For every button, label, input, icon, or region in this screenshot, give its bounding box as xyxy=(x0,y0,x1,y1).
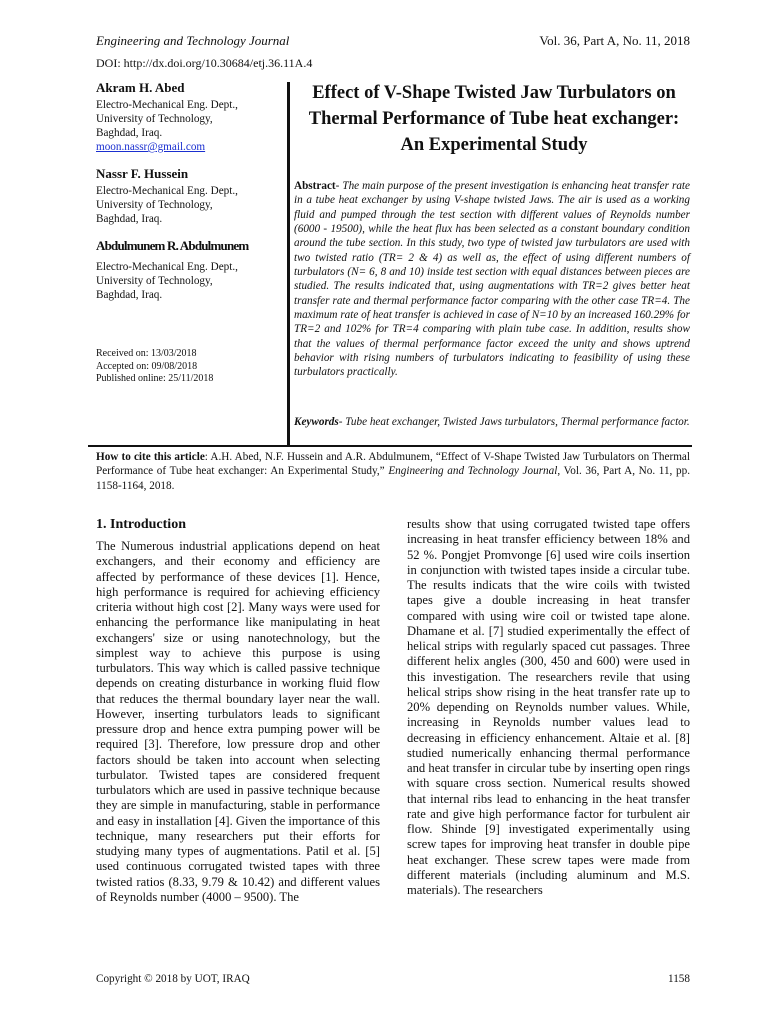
citation xyxy=(96,450,690,493)
body-text-right-column: results show that using corrugated twisted tape offers increasing in heat transfer efficiency between 18% and 52 %. Pongjet Promvonge [6] used wire coils insertion in conjunction with twisted tapes inside a circular tube. The results indicats that the wire coils with twisted tapes give a double increasing in heat transfer compared with using wire coil or twisted tape alone. Dhamane et al. [7] studied experimentally the effect of helical strips with regularly spaced cut passages. Three different helix angles (300, 450 and 600) were used in this investigation. The researchers revile that using helical strips show rising in the heat transfer rate up to 20% depending on Reynolds number values. While, increasing in Reynolds number values lead to decreasing in efficiency enhancement. Altaie et al. [8] studied numerically enhancing thermal performance and heat transfer in circular tube by inserting open rings with square cross section. Numerical results showed that internal ribs lead to enhancing in the heat transfer rate and give high performance factor for turbulent air flow. Shinde [9] investigated experimentally using screw tapes for improving heat transfer in double pipe heat exchanger. These screw tapes were made from different materials (including aluminum and M.S. materials). The researchers xyxy=(407,517,690,897)
author-affiliation-line: Baghdad, Iraq. xyxy=(96,127,163,139)
author-email-link[interactable]: moon.nassr@gmail.com xyxy=(96,141,206,153)
author-affiliation-line: Electro-Mechanical Eng. Dept., xyxy=(96,261,238,273)
author-list xyxy=(96,80,274,314)
abstract xyxy=(294,179,690,380)
keywords-text: - Tube heat exchanger, Twisted Jaws turbulators, Thermal performance factor. xyxy=(338,416,690,428)
paper-title: Effect of V-Shape Twisted Jaw Turbulators on Thermal Performance of Tube heat exchanger: An Experimental Study xyxy=(308,83,680,155)
volume-info: Vol. 36, Part A, No. 11, 2018 xyxy=(539,33,690,48)
citation-details: , Vol. 36, Part A, No. 11, pp. 1158-1164, 2018. xyxy=(96,465,690,492)
author-block xyxy=(96,166,274,226)
author-block xyxy=(96,80,274,154)
author-affiliation-line: Baghdad, Iraq. xyxy=(96,213,163,225)
accepted-date: Accepted on: 09/08/2018 xyxy=(96,360,198,372)
author-block xyxy=(96,238,274,302)
author-name: Nassr F. Hussein xyxy=(96,166,189,181)
doi-link[interactable]: DOI: http://dx.doi.org/10.30684/etj.36.11A.4 xyxy=(96,56,313,70)
abstract-text: - The main purpose of the present investigation is enhancing heat transfer rate in a tube heat exchanger by using V-shape twisted Jaws. The air is used as a working fluid and pumped through the test section with different values of Reynolds number (6000 - 19500), while the heat flux has been selected as a constant boundary condition around the tube section. In this study, two type of twisted jaw turbulators are used with two twisted ratio (TR= 2 & 4) as well as, the effect of using different numbers of turbulators (N= 6, 8 and 10) inside test section with equal distances between pieces are studied. The results indicated that, using augmentations with TR=2 gives better heat transfer rate and thermal performance factor comparing with the other case TR=4. The maximum rate of heat transfer is achieved in case of N=10 by an increased 160.29% for TR=2 and 102% for TR=4 comparing with plain tube case. In addition, results show that the values of thermal performance factor exceed the unity and shows uptrend behavior with rising numbers of turbulators indicating to feasibility of using these turbulators practically. xyxy=(294,180,690,379)
author-affiliation-line: Electro-Mechanical Eng. Dept., xyxy=(96,185,238,197)
author-affiliation-line: University of Technology, xyxy=(96,275,213,287)
article-dates xyxy=(96,348,274,386)
copyright: Copyright © 2018 by UOT, IRAQ xyxy=(96,973,250,985)
page-number: 1158 xyxy=(668,973,690,985)
author-affiliation-line: University of Technology, xyxy=(96,113,213,125)
published-date: Published online: 25/11/2018 xyxy=(96,373,214,384)
citation-label: How to cite this article xyxy=(96,451,205,463)
keywords xyxy=(294,415,690,429)
citation-journal: Engineering and Technology Journal xyxy=(388,465,558,478)
author-affiliation-line: University of Technology, xyxy=(96,199,213,211)
abstract-label: Abstract xyxy=(294,180,336,192)
body-text-left-column: The Numerous industrial applications depend on heat exchangers, and their economy and efficiency are affected by performance of these devices [1]. Hence, high performance is required for achieving efficiency criteria without high cost [2]. Many ways were used for enhancing the performance like manipulating in heat exchangers' size or using nanotechnology, but the simplest way to achieve this purpose is using turbulators. This way which is called passive technique depends on creating disturbance in working fluid flow that reduces the thermal boundary layer near the wall. However, inserting turbulators leads to significant pressure drop and hence extra pumping power will be required [3]. Therefore, low pressure drop and other factors should be taken into account when selecting turbulator. Twisted tapes are considered frequent turbulators which are used in passive technique because they are simple in manufacturing, stable in performance and easy in installation [4]. Given the importance of this technique, many researchers put their efforts for studying many types of augmentations. Patil et al. [5] used continuous corrugated twisted tapes with three twisted ratios (8.33, 9.79 & 10.42) and different values of Reynolds number (4000 – 9500). The xyxy=(96,539,380,904)
section-divider xyxy=(88,445,692,447)
received-date: Received on: 13/03/2018 xyxy=(96,348,197,359)
author-name: Akram H. Abed xyxy=(96,80,185,95)
author-affiliation-line: Baghdad, Iraq. xyxy=(96,289,163,301)
citation-text: : A.H. Abed, N.F. Hussein and A.R. Abdulmunem, “Effect of V-Shape Twisted Jaw Turbulators on Thermal Performance of Tube heat exchanger: An Experimental Study,” xyxy=(96,451,690,478)
section-heading: 1. Introduction xyxy=(96,517,186,532)
journal-name: Engineering and Technology Journal xyxy=(96,33,290,48)
keywords-label: Keywords xyxy=(294,416,339,428)
author-affiliation-line: Electro-Mechanical Eng. Dept., xyxy=(96,99,238,111)
author-name: Abdulmunem R. Abdulmunem xyxy=(96,238,249,253)
column-divider xyxy=(287,82,290,445)
